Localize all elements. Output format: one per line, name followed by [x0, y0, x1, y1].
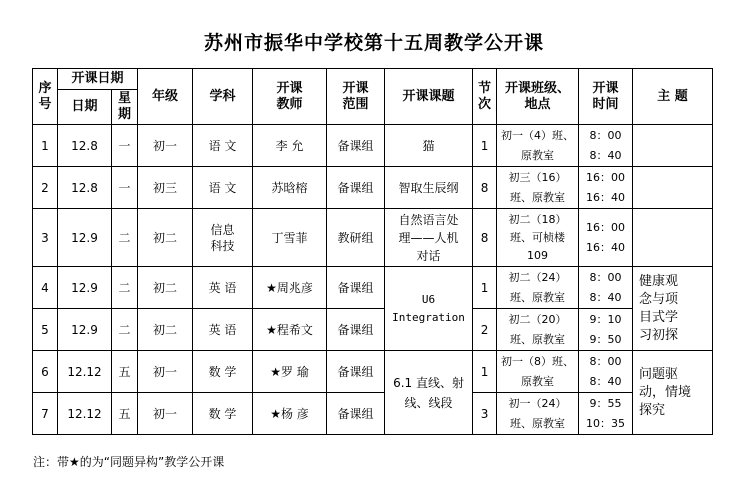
cell-subject: 语 文 — [193, 167, 253, 209]
cell-seq: 4 — [33, 267, 58, 309]
cell-grade: 初二 — [138, 209, 193, 267]
cell-subject: 数 学 — [193, 351, 253, 393]
cell-grade: 初一 — [138, 125, 193, 167]
cell-scope: 备课组 — [327, 393, 385, 435]
cell-period: 8 — [473, 209, 497, 267]
header-teacher: 开课 教师 — [253, 69, 327, 125]
cell-grade: 初二 — [138, 267, 193, 309]
schedule-table — [32, 68, 713, 435]
cell-grade: 初二 — [138, 309, 193, 351]
cell-seq: 1 — [33, 125, 58, 167]
cell-grade: 初三 — [138, 167, 193, 209]
cell-theme — [633, 209, 713, 267]
cell-class-location: 初一（24） 班、原教室 — [497, 393, 579, 435]
cell-class-location: 初一（4）班、 原教室 — [497, 125, 579, 167]
cell-teacher: ★程希文 — [253, 309, 327, 351]
cell-theme — [633, 167, 713, 209]
cell-date: 12.9 — [58, 309, 112, 351]
cell-period: 1 — [473, 351, 497, 393]
cell-teacher: 李 允 — [253, 125, 327, 167]
table-row — [33, 209, 713, 267]
cell-weekday: 一 — [112, 125, 138, 167]
cell-teacher: 苏晗榕 — [253, 167, 327, 209]
cell-scope: 教研组 — [327, 209, 385, 267]
cell-seq: 2 — [33, 167, 58, 209]
cell-seq: 3 — [33, 209, 58, 267]
cell-grade: 初一 — [138, 351, 193, 393]
header-date: 日期 — [58, 90, 112, 125]
table-row — [33, 267, 713, 309]
cell-topic: 智取生辰纲 — [385, 167, 473, 209]
cell-date: 12.12 — [58, 351, 112, 393]
cell-theme — [633, 125, 713, 167]
cell-subject: 语 文 — [193, 125, 253, 167]
cell-scope: 备课组 — [327, 309, 385, 351]
header-row-1 — [33, 69, 713, 90]
cell-topic: 猫 — [385, 125, 473, 167]
table-row — [33, 309, 713, 351]
cell-time: 16：00 16：40 — [579, 167, 633, 209]
cell-class-location: 初二（18） 班、可桢楼 109 — [497, 209, 579, 267]
cell-date: 12.12 — [58, 393, 112, 435]
cell-time: 9：55 10：35 — [579, 393, 633, 435]
cell-topic-merged: 6.1 直线、射 线、线段 — [385, 351, 473, 435]
cell-time: 16：00 16：40 — [579, 209, 633, 267]
cell-class-location: 初二（24） 班、原教室 — [497, 267, 579, 309]
cell-scope: 备课组 — [327, 167, 385, 209]
header-theme: 主 题 — [633, 69, 713, 125]
cell-period: 1 — [473, 125, 497, 167]
cell-teacher: ★周兆彦 — [253, 267, 327, 309]
cell-topic-merged: U6 Integration — [385, 267, 473, 351]
cell-time: 8：00 8：40 — [579, 267, 633, 309]
cell-subject: 数 学 — [193, 393, 253, 435]
cell-date: 12.8 — [58, 125, 112, 167]
cell-grade: 初一 — [138, 393, 193, 435]
footnote: 注：带★的为“同题异构”教学公开课 — [33, 455, 225, 469]
cell-scope: 备课组 — [327, 125, 385, 167]
cell-theme-merged: 健康观 念与项 目式学 习初探 — [633, 267, 713, 351]
header-scope: 开课 范围 — [327, 69, 385, 125]
cell-teacher: ★杨 彦 — [253, 393, 327, 435]
cell-class-location: 初一（8）班、 原教室 — [497, 351, 579, 393]
header-time: 开课 时间 — [579, 69, 633, 125]
cell-date: 12.9 — [58, 209, 112, 267]
cell-scope: 备课组 — [327, 267, 385, 309]
cell-period: 1 — [473, 267, 497, 309]
cell-seq: 7 — [33, 393, 58, 435]
cell-scope: 备课组 — [327, 351, 385, 393]
cell-date: 12.9 — [58, 267, 112, 309]
cell-period: 2 — [473, 309, 497, 351]
cell-date: 12.8 — [58, 167, 112, 209]
header-topic: 开课课题 — [385, 69, 473, 125]
cell-subject: 英 语 — [193, 309, 253, 351]
table-row — [33, 393, 713, 435]
cell-time: 8：00 8：40 — [579, 351, 633, 393]
cell-subject: 信息 科技 — [193, 209, 253, 267]
cell-time: 9：10 9：50 — [579, 309, 633, 351]
cell-weekday: 一 — [112, 167, 138, 209]
cell-teacher: ★罗 瑜 — [253, 351, 327, 393]
cell-seq: 6 — [33, 351, 58, 393]
cell-weekday: 五 — [112, 393, 138, 435]
cell-period: 8 — [473, 167, 497, 209]
cell-seq: 5 — [33, 309, 58, 351]
table-row — [33, 125, 713, 167]
header-class-location: 开课班级、 地点 — [497, 69, 579, 125]
header-seq: 序 号 — [33, 69, 58, 125]
table-row — [33, 167, 713, 209]
cell-period: 3 — [473, 393, 497, 435]
cell-class-location: 初三（16） 班、原教室 — [497, 167, 579, 209]
cell-weekday: 五 — [112, 351, 138, 393]
cell-subject: 英 语 — [193, 267, 253, 309]
cell-weekday: 二 — [112, 267, 138, 309]
table-row — [33, 351, 713, 393]
header-weekday: 星 期 — [112, 90, 138, 125]
cell-weekday: 二 — [112, 309, 138, 351]
cell-topic: 自然语言处 理——人机 对话 — [385, 209, 473, 267]
header-grade: 年级 — [138, 69, 193, 125]
page-title: 苏州市振华中学校第十五周教学公开课 — [203, 32, 544, 54]
cell-teacher: 丁雪菲 — [253, 209, 327, 267]
cell-class-location: 初二（20） 班、原教室 — [497, 309, 579, 351]
cell-time: 8：00 8：40 — [579, 125, 633, 167]
cell-weekday: 二 — [112, 209, 138, 267]
header-date-group: 开课日期 — [58, 69, 138, 90]
header-subject: 学科 — [193, 69, 253, 125]
header-period: 节 次 — [473, 69, 497, 125]
cell-theme-merged: 问题驱 动，情境 探究 — [633, 351, 713, 435]
